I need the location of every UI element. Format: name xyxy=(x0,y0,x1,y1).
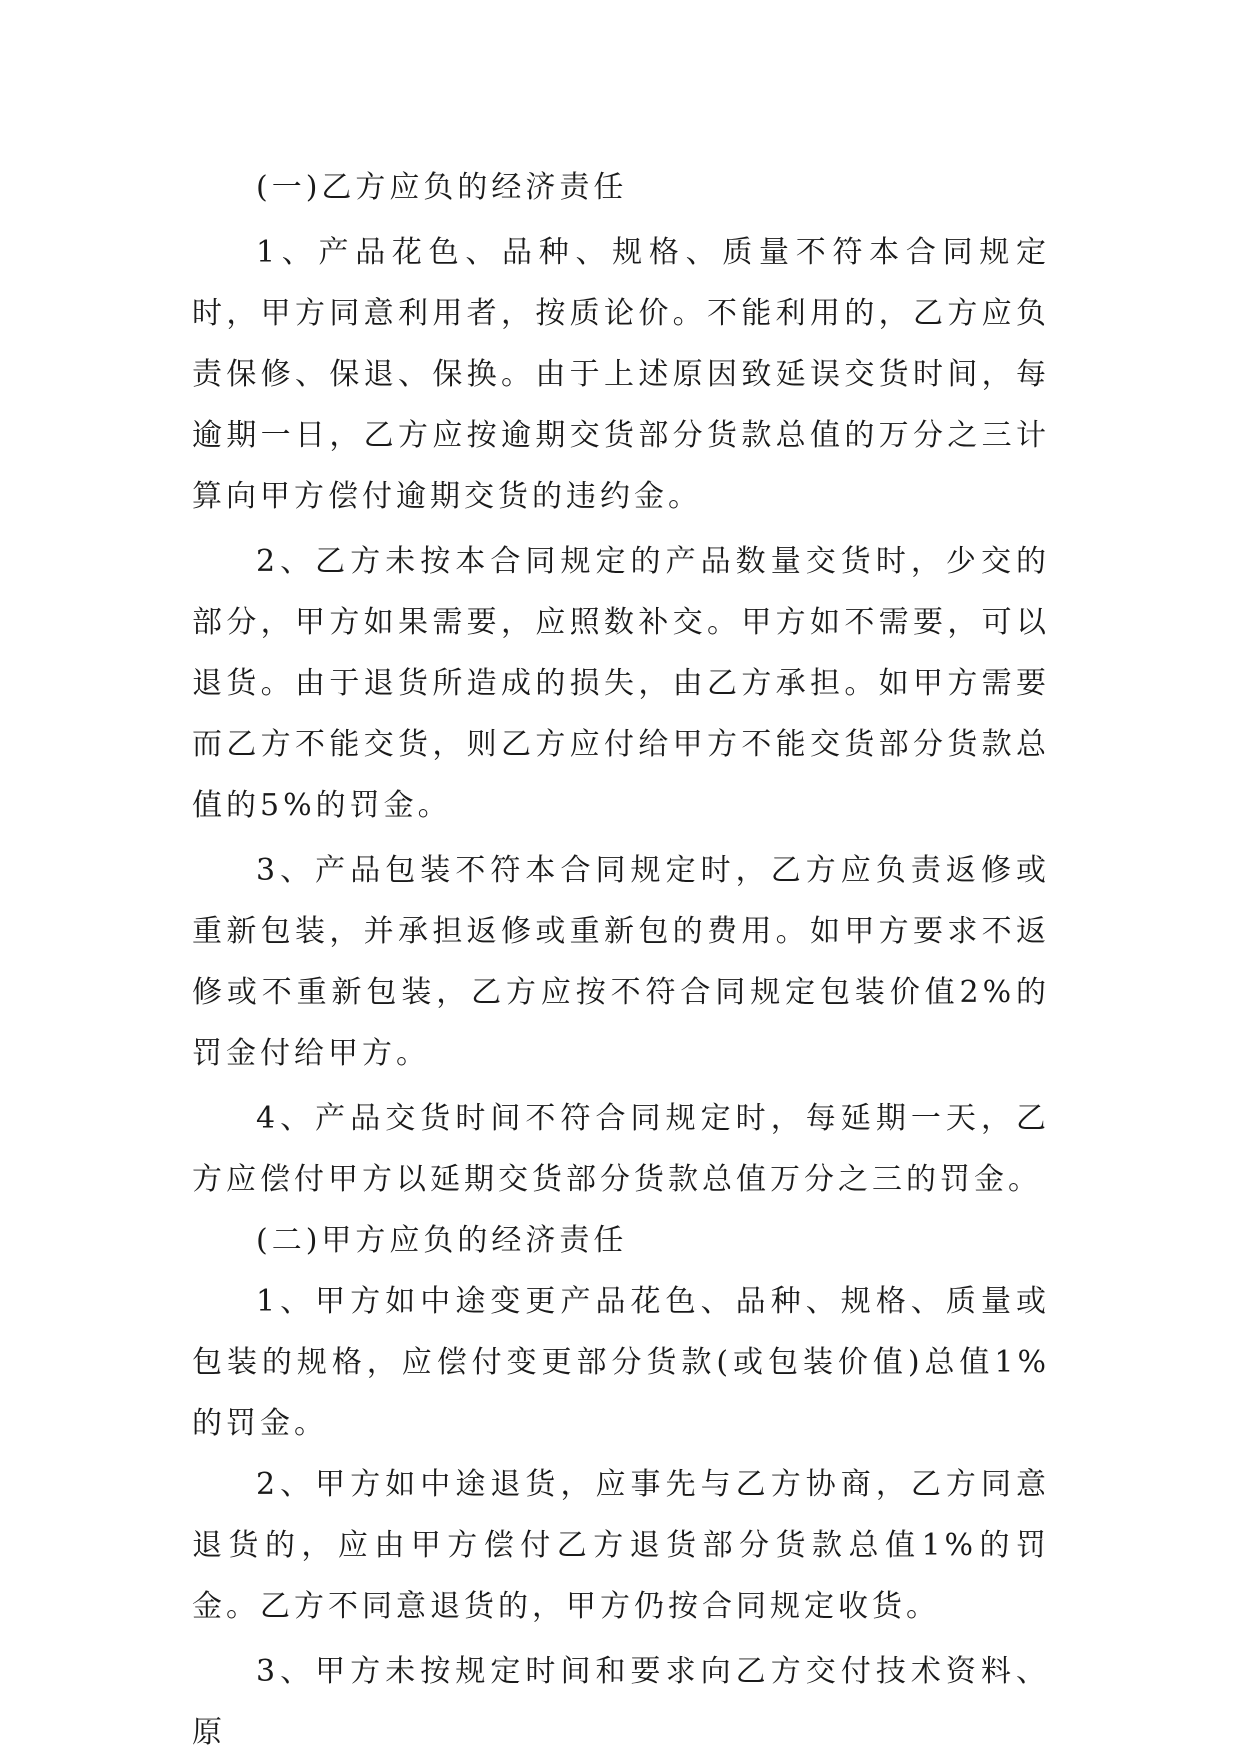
clause-a-3: 3、甲方未按规定时间和要求向乙方交付技术资料、原 xyxy=(192,1654,1050,1750)
section-heading-party-b: (一)乙方应负的经济责任 xyxy=(256,170,628,205)
clause-b-2: 2、乙方未按本合同规定的产品数量交货时，少交的部分，甲方如果需要，应照数补交。甲方如不需要，可以退货。由于退货所造成的损失，由乙方承担。如甲方需要而乙方不能交货，则乙方应付给甲方不能交货部分货款总值的5%的罚金。 xyxy=(192,544,1050,823)
clause-a-1: 1、甲方如中途变更产品花色、品种、规格、质量或包装的规格，应偿付变更部分货款(或包装价值)总值1%的罚金。 xyxy=(192,1284,1050,1441)
clause-a-2: 2、甲方如中途退货，应事先与乙方协商，乙方同意退货的，应由甲方偿付乙方退货部分货款总值1%的罚金。乙方不同意退货的，甲方仍按合同规定收货。 xyxy=(192,1467,1050,1624)
clause-b-1: 1、产品花色、品种、规格、质量不符本合同规定时，甲方同意利用者，按质论价。不能利用的，乙方应负责保修、保退、保换。由于上述原因致延误交货时间，每逾期一日，乙方应按逾期交货部分货款总值的万分之三计算向甲方偿付逾期交货的违约金。 xyxy=(192,235,1050,514)
section-heading-party-a: (二)甲方应负的经济责任 xyxy=(256,1223,628,1258)
clause-b-4: 4、产品交货时间不符合同规定时，每延期一天，乙方应偿付甲方以延期交货部分货款总值万分之三的罚金。 xyxy=(192,1101,1050,1197)
document-body xyxy=(192,157,1050,1763)
clause-b-3: 3、产品包装不符本合同规定时，乙方应负责返修或重新包装，并承担返修或重新包的费用。如甲方要求不返修或不重新包装，乙方应按不符合同规定包装价值2%的罚金付给甲方。 xyxy=(192,853,1050,1071)
